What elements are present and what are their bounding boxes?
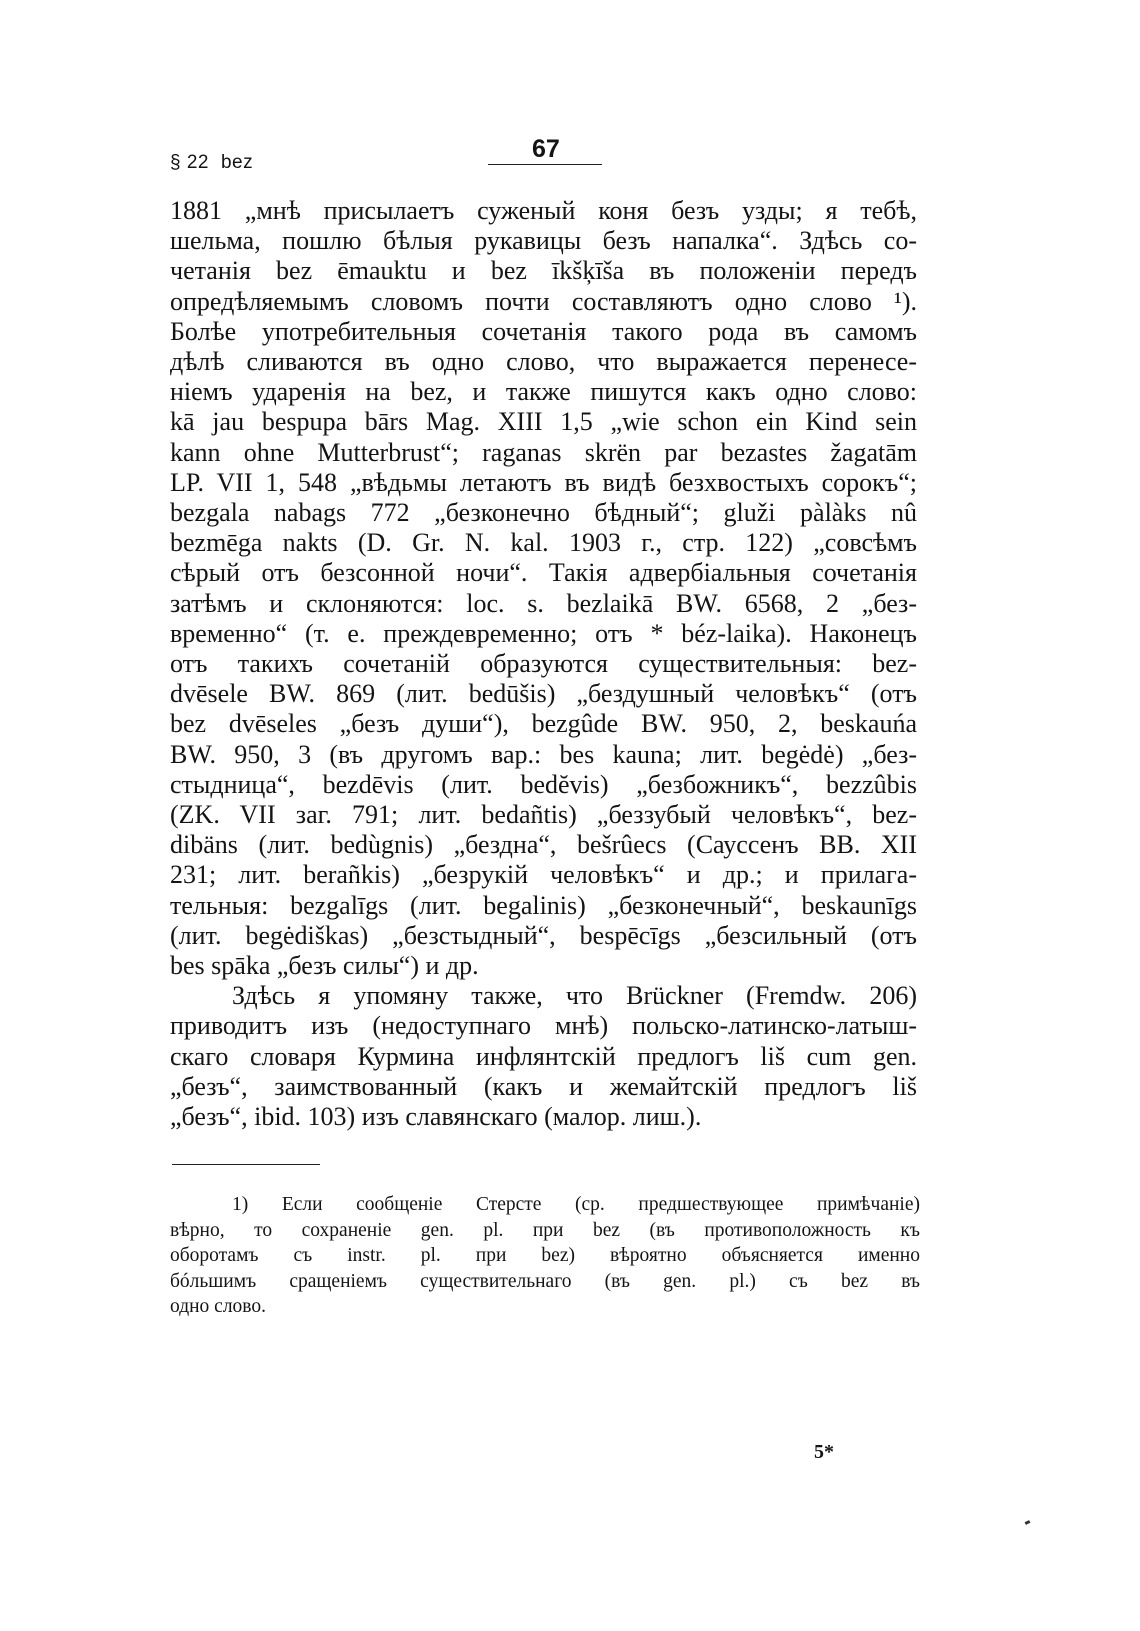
text-line: „безъ“, ibid. 103) изъ славянскаго (малор. лиш.). <box>170 1102 702 1132</box>
text-line: отъ такихъ сочетаній образуются существительныя: bez- <box>170 649 917 679</box>
footnote-1 <box>170 1192 920 1320</box>
text-line: приводитъ изъ (недоступнаго мнѣ) польско-латинско-латыш- <box>170 1011 917 1041</box>
text-line: Болѣе употребительныя сочетанія такого рода въ самомъ <box>170 316 917 346</box>
text-line: BW. 950, 3 (въ другомъ вар.: bes kauna; лит. begėdė) „без- <box>170 739 917 769</box>
header-rule <box>488 164 602 165</box>
text-line: шельма, пошлю бѣлыя рукавицы безъ напалка“. Здѣсь со- <box>170 226 917 256</box>
paragraph-2 <box>170 981 917 1132</box>
text-line: dibäns (лит. bedùgnis) „бездна“, bešrûecs (Сауссенъ BB. XII <box>170 830 917 860</box>
text-line: LP. VII 1, 548 „вѣдьмы летаютъ въ видѣ безхвостыхъ сорокъ“; <box>170 467 917 497</box>
text-line: скаго словаря Курмина инфлянтскій предлогъ liš cum gen. <box>170 1041 917 1071</box>
text-line: kann ohne Mutterbrust“; raganas skrën par bezastes žagatām <box>170 437 917 467</box>
text-line: bezgala nabags 772 „безконечно бѣдный“; gluži pàlàks nû <box>170 498 917 528</box>
footnote-line: оборотамъ съ instr. pl. при bez) вѣроятно объясняется именно <box>170 1245 920 1267</box>
text-line: bez dvēseles „безъ души“), bezgûde BW. 950, 2, beskauńa <box>170 709 917 739</box>
text-line: Здѣсь я упомяну также, что Brückner (Fremdw. 206) <box>232 981 917 1011</box>
footnote-line: одно слово. <box>170 1296 267 1318</box>
page-number: 67 <box>532 135 560 163</box>
footnote-line: вѣрно, то сохраненіе gen. pl. при bez (въ противоположность къ <box>170 1219 920 1241</box>
section-keyword: bez <box>220 152 254 173</box>
text-line: ніемъ ударенія на bez, и также пишутся какъ одно слово: <box>170 377 917 407</box>
text-line: bezmēga nakts (D. Gr. N. kal. 1903 г., стр. 122) „совсѣмъ <box>170 528 917 558</box>
text-line: стыдница“, bezdēvis (лит. bedĕvis) „безбожникъ“, bezzûbis <box>170 769 917 799</box>
text-line: 1881 „мнѣ присылаетъ суженый коня безъ узды; я тебѣ, <box>170 196 917 225</box>
text-line: затѣмъ и склоняются: loc. s. bezlaikā BW. 6568, 2 „без- <box>170 588 917 618</box>
footnote-rule <box>172 1164 320 1165</box>
footnote-line: 1) Если сообщеніе Стерсте (ср. предшествующее примѣчаніе) <box>232 1194 920 1215</box>
text-line: опредѣляемымъ словомъ почти составляютъ одно слово ¹). <box>170 286 917 316</box>
text-line: kā jau bespupa bārs Mag. XIII 1,5 „wie schon ein Kind sein <box>170 407 917 437</box>
signature-mark: 5* <box>814 1441 834 1463</box>
text-line: четанія bez ēmauktu и bez īkšķīša въ положеніи передъ <box>170 256 917 286</box>
text-line: тельныя: bezgalīgs (лит. begalinis) „безконечный“, beskaunīgs <box>170 890 917 920</box>
text-line: дѣлѣ сливаются въ одно слово, что выражается перенесе- <box>170 347 917 377</box>
text-line: dvēsele BW. 869 (лит. bedūšis) „бездушный человѣкъ“ (отъ <box>170 679 917 709</box>
text-line: временно“ (т. е. преждевременно; отъ * béz-laika). Наконецъ <box>170 618 917 648</box>
section-number: § 22 <box>170 152 209 173</box>
text-line: (ZK. VII заг. 791; лит. bedañtis) „беззубый человѣкъ“, bez- <box>170 800 917 830</box>
text-line: „безъ“, заимствованный (какъ и жемайтскій предлогъ liš <box>170 1071 917 1101</box>
text-line: bes spāka „безъ силы“) и др. <box>170 951 479 981</box>
text-line: сѣрый отъ безсонной ночи“. Такія адвербіальныя сочетанія <box>170 558 917 588</box>
running-header <box>170 152 265 174</box>
paragraph-1 <box>170 196 917 981</box>
main-text <box>170 196 917 1132</box>
ink-speck <box>1025 1520 1031 1525</box>
text-line: 231; лит. berañkis) „безрукій человѣкъ“ и др.; и прилага- <box>170 860 917 890</box>
footnote-line: бóльшимъ сращеніемъ существительнаго (въ gen. pl.) съ bez въ <box>170 1270 920 1292</box>
text-line: (лит. begėdiškas) „безстыдный“, bespēcīgs „безсильный (отъ <box>170 920 917 950</box>
